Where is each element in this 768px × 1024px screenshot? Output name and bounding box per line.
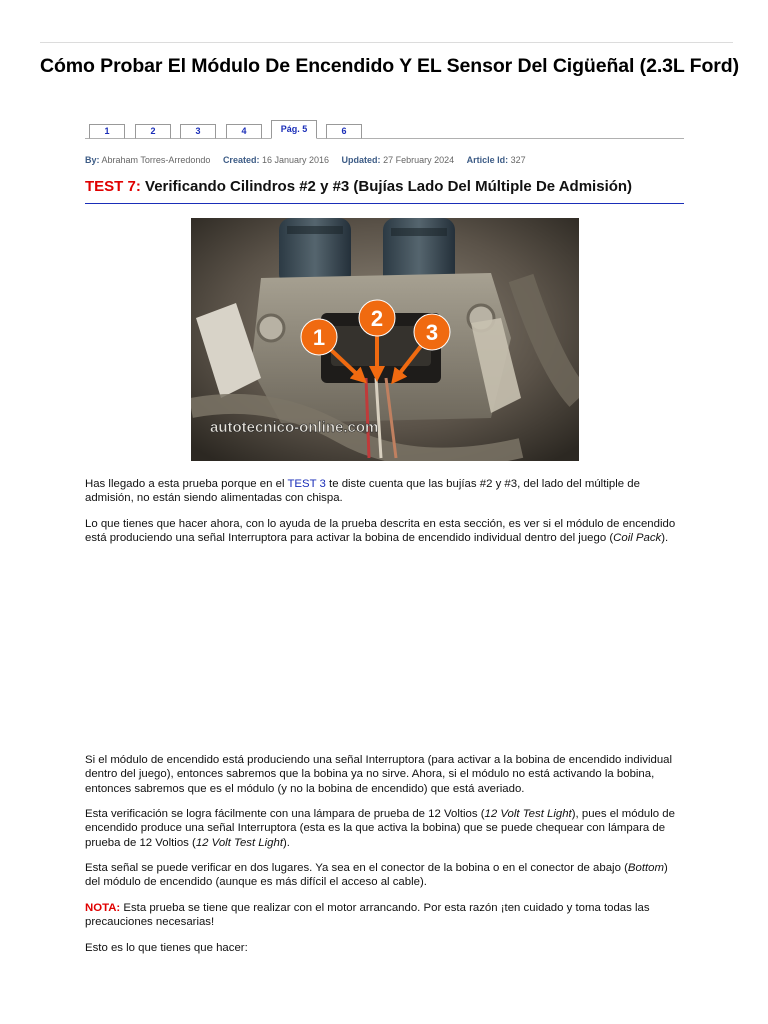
- test-number: TEST 7:: [85, 178, 141, 195]
- top-divider: [40, 42, 733, 43]
- task-text-a: Lo que tienes que hacer ahora, con lo ayuda de la prueba descrita en esta sección, es ver si el módulo de encendido está produciendo una señal Interruptora para activar la bobina de encendido individual dentro del juego (: [85, 518, 676, 545]
- marker-2-label: 2: [370, 306, 384, 331]
- article-meta: [85, 155, 526, 165]
- paragraph-note: [85, 901, 685, 930]
- task-text-b: ).: [661, 532, 669, 545]
- article-id: 327: [510, 155, 526, 165]
- paragraph-test-light: [85, 807, 685, 850]
- paragraph-intro: [85, 477, 685, 506]
- created-date: 16 January 2016: [261, 155, 330, 165]
- tab-page-5-active[interactable]: Pág. 5: [271, 120, 317, 139]
- article-id-label: Article Id:: [466, 155, 509, 165]
- coil-pack-term: Coil Pack: [613, 532, 662, 545]
- created-label: Created:: [222, 155, 260, 165]
- paragraph-steps-intro: Esto es lo que tienes que hacer:: [85, 942, 248, 954]
- intro-text-b: te diste cuenta que las bujías #2 y #3, del lado del múltiple de admisión, no están siendo alimentadas con chispa.: [85, 478, 640, 505]
- test-3-link[interactable]: TEST 3: [287, 478, 326, 490]
- paragraph-task: [85, 517, 685, 546]
- engine-photo: [191, 218, 579, 461]
- updated-date: 27 February 2024: [383, 155, 455, 165]
- locations-text-b: ) del módulo de encendido (aunque es más difícil el acceso al cable).: [85, 862, 668, 889]
- tab-page-6[interactable]: 6: [326, 124, 362, 139]
- test-light-text-c: ).: [283, 836, 290, 849]
- bottom-term: Bottom: [627, 862, 664, 874]
- page-title: Cómo Probar El Módulo De Encendido Y EL Sensor Del Cigüeñal (2.3L Ford): [40, 55, 739, 77]
- page-tabs: [85, 119, 684, 139]
- test-light-term-2: 12 Volt Test Light: [195, 836, 284, 849]
- tab-page-3[interactable]: 3: [180, 124, 216, 139]
- bolt-left: [258, 315, 284, 341]
- locations-text-a: Esta señal se puede verificar en dos lugares. Ya sea en el conector de la bobina o en el conector de abajo (: [85, 862, 628, 874]
- test-heading: Verificando Cilindros #2 y #3 (Bujías Lado Del Múltiple De Admisión): [145, 178, 633, 195]
- marker-3-label: 3: [425, 320, 439, 345]
- paragraph-locations: [85, 861, 685, 890]
- note-text: Esta prueba se tiene que realizar con el motor arrancando. Por esta razón ¡ten cuidado y toma todas las precauciones necesarias!: [85, 902, 650, 929]
- author-name: Abraham Torres-Arredondo: [101, 155, 211, 165]
- marker-1-label: 1: [312, 325, 326, 350]
- tab-page-4[interactable]: 4: [226, 124, 262, 139]
- photo-watermark: autotecnico-online.com: [210, 419, 379, 436]
- test-light-text-b: ), pues el módulo de encendido produce una señal Interruptora (esta es la que activa la bobina) que se puede chequear con lámpara de prueba de 12 Voltios (: [85, 808, 675, 849]
- test-light-text-a: Esta verificación se logra fácilmente con una lámpara de prueba de 12 Voltios (: [85, 808, 485, 820]
- intro-text-a: Has llegado a esta prueba porque en el: [85, 478, 288, 490]
- author-label: By:: [85, 155, 100, 165]
- note-label: NOTA:: [85, 902, 121, 914]
- tab-page-1[interactable]: 1: [89, 124, 125, 139]
- tab-page-2[interactable]: 2: [135, 124, 171, 139]
- updated-label: Updated:: [341, 155, 381, 165]
- section-heading: [85, 178, 684, 204]
- test-light-term-1: 12 Volt Test Light: [484, 808, 572, 820]
- paragraph-diagnosis: Si el módulo de encendido está produciendo una señal Interruptora (para activar a la bobina de encendido individual dentro del juego), entonces sabremos que la bobina ya no sirve. Ahora, si el módulo no está activando la bobina, entonces sabremos que es el módulo (y no la bobina de encendido) que está averiado.: [85, 754, 673, 795]
